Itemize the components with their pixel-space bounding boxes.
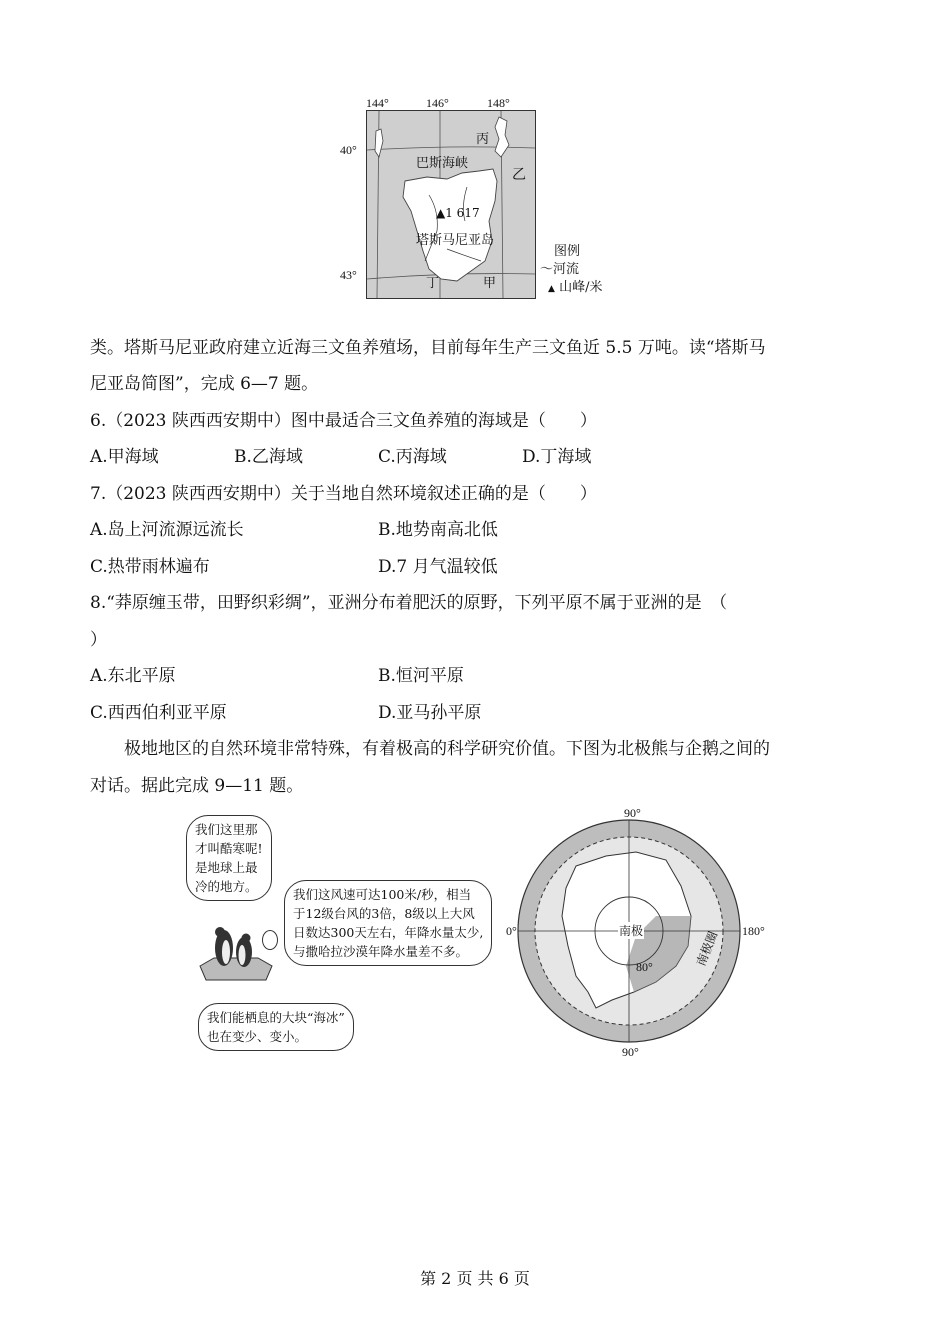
speech-bubble-2: 我们这风速可达100米/秒，相当 于12级台风的3倍，8级以上大风 日数达300天左右，年降水量太少, 与撒哈拉沙漠年降水量差不多。 <box>284 880 492 966</box>
q6-option-b: B.乙海域 <box>234 447 303 467</box>
sea-bing-label: 丙 <box>476 132 490 147</box>
polar-label-top: 90° <box>624 806 641 820</box>
polar-label-right: 180° <box>742 924 765 938</box>
lat-label-43: 43° <box>340 268 357 282</box>
lon-label-148: 148° <box>487 96 510 110</box>
penguins-on-ice-icon <box>196 922 276 984</box>
question-7-stem: 7.（2023 陕西西安期中）关于当地自然环境叙述正确的是（ ） <box>90 484 597 504</box>
question-8-stem-line-1: 8.“莽原缠玉带，田野织彩绸”，亚洲分布着肥沃的原野，下列平原不属于亚洲的是 （ <box>90 593 728 613</box>
bass-strait-label: 巴斯海峡 <box>416 156 469 171</box>
q7-option-b: B.地势南高北低 <box>378 520 498 540</box>
paragraph-1-line-2: 尼亚岛简图”，完成 6—7 题。 <box>90 374 319 394</box>
speech-bubble-1: 我们这里那 才叫酷寒呢! 是地球上最 冷的地方。 <box>186 815 272 901</box>
peak-label: ▲1 617 <box>436 206 480 220</box>
river-icon: 〜 <box>540 262 554 277</box>
sea-jia-label: 甲 <box>483 276 497 291</box>
q7-option-a: A.岛上河流源远流长 <box>90 520 244 540</box>
lat-label-40: 40° <box>340 143 357 157</box>
map-frame <box>366 110 536 299</box>
sea-ding-label: 丁 <box>426 276 440 291</box>
polar-label-left: 0° <box>506 924 517 938</box>
lon-label-146: 146° <box>426 96 449 110</box>
question-8-stem-line-2: ） <box>90 630 107 650</box>
paragraph-2-line-1: 极地地区的自然环境非常特殊，有着极高的科学研究价值。下图为北极熊与企鹅之间的 <box>124 739 770 759</box>
latitude-80-label: 80° <box>636 960 653 974</box>
polar-label-bottom: 90° <box>622 1045 639 1059</box>
legend-peak: ▲ 山峰/米 <box>548 280 603 295</box>
q8-option-d: D.亚马孙平原 <box>378 703 482 723</box>
island-label: 塔斯马尼亚岛 <box>416 233 495 248</box>
antarctic-circle-label: 南极圈 <box>693 929 721 968</box>
question-6-stem: 6.（2023 陕西西安期中）图中最适合三文鱼养殖的海域是（ ） <box>90 411 597 431</box>
q6-option-a: A.甲海域 <box>90 447 159 467</box>
page-footer: 第 2 页 共 6 页 <box>420 1269 530 1288</box>
legend-title: 图例 <box>554 244 581 259</box>
q6-option-d: D.丁海域 <box>522 447 592 467</box>
q7-option-d: D.7 月气温较低 <box>378 557 498 577</box>
q8-option-a: A.东北平原 <box>90 666 176 686</box>
q8-option-c: C.西西伯利亚平原 <box>90 703 227 723</box>
paragraph-1-line-1: 类。塔斯马尼亚政府建立近海三文鱼养殖场，目前每年生产三文鱼近 5.5 万吨。读“塔斯马 <box>90 338 766 358</box>
tasmania-island-shape <box>367 111 535 298</box>
q6-option-c: C.丙海域 <box>378 447 447 467</box>
south-pole-label: 南极 <box>619 924 644 938</box>
sea-yi-label: 乙 <box>512 167 526 183</box>
q8-option-b: B.恒河平原 <box>378 666 464 686</box>
lon-label-144: 144° <box>366 96 389 110</box>
speech-bubble-3: 我们能栖息的大块“海冰” 也在变少、变小。 <box>198 1003 354 1051</box>
peak-height: 1 617 <box>445 206 480 220</box>
q7-option-c: C.热带雨林遍布 <box>90 557 210 577</box>
peak-icon: ▲ <box>548 284 555 294</box>
paragraph-2-line-2: 对话。据此完成 9—11 题。 <box>90 776 304 796</box>
legend-river: 〜河流 <box>540 262 580 277</box>
